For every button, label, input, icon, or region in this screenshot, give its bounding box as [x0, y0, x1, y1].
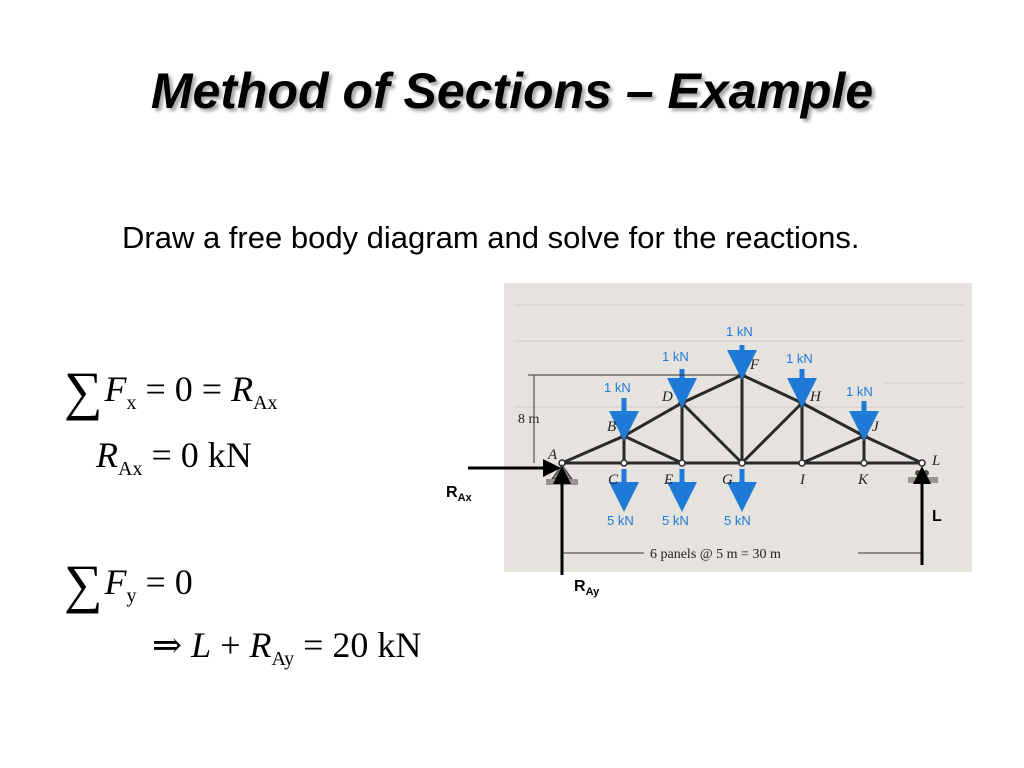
- height-label: 8 m: [518, 412, 540, 427]
- truss-svg: [504, 283, 972, 572]
- subscript: y: [126, 585, 137, 607]
- node-label-h: H: [810, 389, 821, 405]
- subscript: Ax: [253, 392, 278, 414]
- node-label-k: K: [858, 472, 869, 488]
- load-label-f: 1 kN: [726, 324, 753, 339]
- rax-result-equation: [96, 434, 252, 481]
- ray-arrow-tail: [556, 565, 566, 575]
- sum-fx-equation: [64, 360, 278, 422]
- node-label-a: A: [548, 447, 558, 463]
- subscript: x: [126, 392, 137, 414]
- reaction-symbol: R: [231, 369, 254, 409]
- l-symbol: L: [191, 625, 212, 665]
- force-symbol: F: [104, 369, 127, 409]
- load-label-g: 5 kN: [724, 513, 751, 528]
- plus-symbol: +: [220, 625, 241, 665]
- reaction-symbol: R: [96, 435, 118, 475]
- rax-value: = 0 kN: [151, 435, 252, 475]
- node-label-l: L: [932, 453, 941, 469]
- l-reaction-label: L: [932, 508, 942, 525]
- subscript: Ax: [118, 458, 143, 480]
- truss-figure: [504, 283, 972, 572]
- sum-value: = 20 kN: [303, 625, 422, 665]
- node-label-i: I: [800, 472, 805, 488]
- sum-fy-equation: [64, 553, 193, 615]
- equals-zero: = 0: [145, 562, 193, 602]
- node-label-f: F: [750, 357, 760, 373]
- vertical-sum-result-equation: [152, 624, 421, 671]
- load-label-j: 1 kN: [846, 384, 873, 399]
- load-label-c: 5 kN: [607, 513, 634, 528]
- sigma-symbol: ∑: [64, 361, 103, 421]
- rax-arrow-tail: [466, 460, 516, 480]
- subscript: Ay: [271, 648, 295, 670]
- node-label-e: E: [664, 472, 674, 488]
- load-label-d: 1 kN: [662, 349, 689, 364]
- span-label: 6 panels @ 5 m = 30 m: [650, 547, 781, 562]
- background-texture: [514, 305, 964, 407]
- slide-title: Method of Sections – Example: [150, 63, 874, 119]
- sigma-symbol: ∑: [64, 554, 103, 614]
- load-label-h: 1 kN: [786, 351, 813, 366]
- implies-symbol: ⇒: [152, 625, 183, 665]
- node-label-j: J: [872, 419, 879, 435]
- ray-label: $R_{Ay}$: [574, 578, 600, 599]
- load-label-b: 1 kN: [604, 380, 631, 395]
- node-label-d: D: [662, 389, 673, 405]
- equals-zero: = 0 =: [145, 369, 223, 409]
- node-label-c: C: [608, 472, 619, 488]
- node-label-g: G: [722, 472, 733, 488]
- reaction-symbol: R: [249, 625, 272, 665]
- instructions-text: Draw a free body diagram and solve for the reactions.: [122, 220, 860, 255]
- load-label-e: 5 kN: [662, 513, 689, 528]
- force-symbol: F: [104, 562, 127, 602]
- node-label-b: B: [607, 419, 617, 435]
- rax-label: $R_{Ax}$: [446, 484, 472, 505]
- height-dimension: [528, 375, 740, 463]
